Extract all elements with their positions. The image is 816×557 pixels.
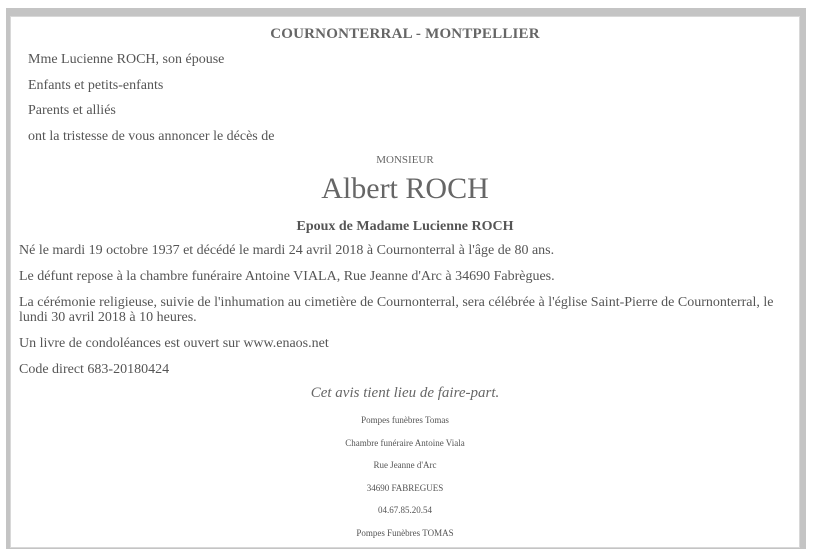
footer-phone: 04.67.85.20.54 [378, 505, 432, 515]
family-line: Parents et alliés [28, 103, 116, 118]
notice-note: Cet avis tient lieu de faire-part. [310, 385, 500, 401]
deceased-name: Albert ROCH [321, 172, 489, 205]
footer-line: Pompes funèbres Tomas [361, 415, 449, 425]
obituary-notice [10, 16, 800, 548]
notice-header: COURNONTERRAL - MONTPELLIER [270, 26, 540, 42]
footer-line: Pompes Funèbres TOMAS [356, 528, 454, 538]
condolences-paragraph: Un livre de condoléances est ouvert sur www.enaos.net [19, 336, 329, 351]
footer-line: 34690 FABREGUES [366, 483, 444, 493]
family-line: Mme Lucienne ROCH, son épouse [28, 52, 225, 67]
ceremony-paragraph: La cérémonie religieuse, suivie de l'inhumation au cimetière de Cournonterral, sera célébrée à l'église Saint-Pierre de Cournonterral, le lundi 30 avril 2018 à 10 heures. [19, 295, 774, 325]
direct-code: Code direct 683-20180424 [19, 362, 170, 377]
rest-place-paragraph: Le défunt repose à la chambre funéraire Antoine VIALA, Rue Jeanne d'Arc à 34690 Fabrègues. [19, 269, 555, 284]
footer-line: Chambre funéraire Antoine Viala [345, 438, 465, 448]
family-line: ont la tristesse de vous annoncer le décès de [28, 129, 275, 144]
birth-death-paragraph: Né le mardi 19 octobre 1937 et décédé le mardi 24 avril 2018 à Cournonterral à l'âge de 80 ans. [19, 243, 555, 258]
deceased-title: MONSIEUR [376, 154, 434, 166]
footer-line: Rue Jeanne d'Arc [373, 460, 437, 470]
deceased-spouse: Epoux de Madame Lucienne ROCH [296, 219, 514, 234]
family-line: Enfants et petits-enfants [28, 78, 164, 93]
